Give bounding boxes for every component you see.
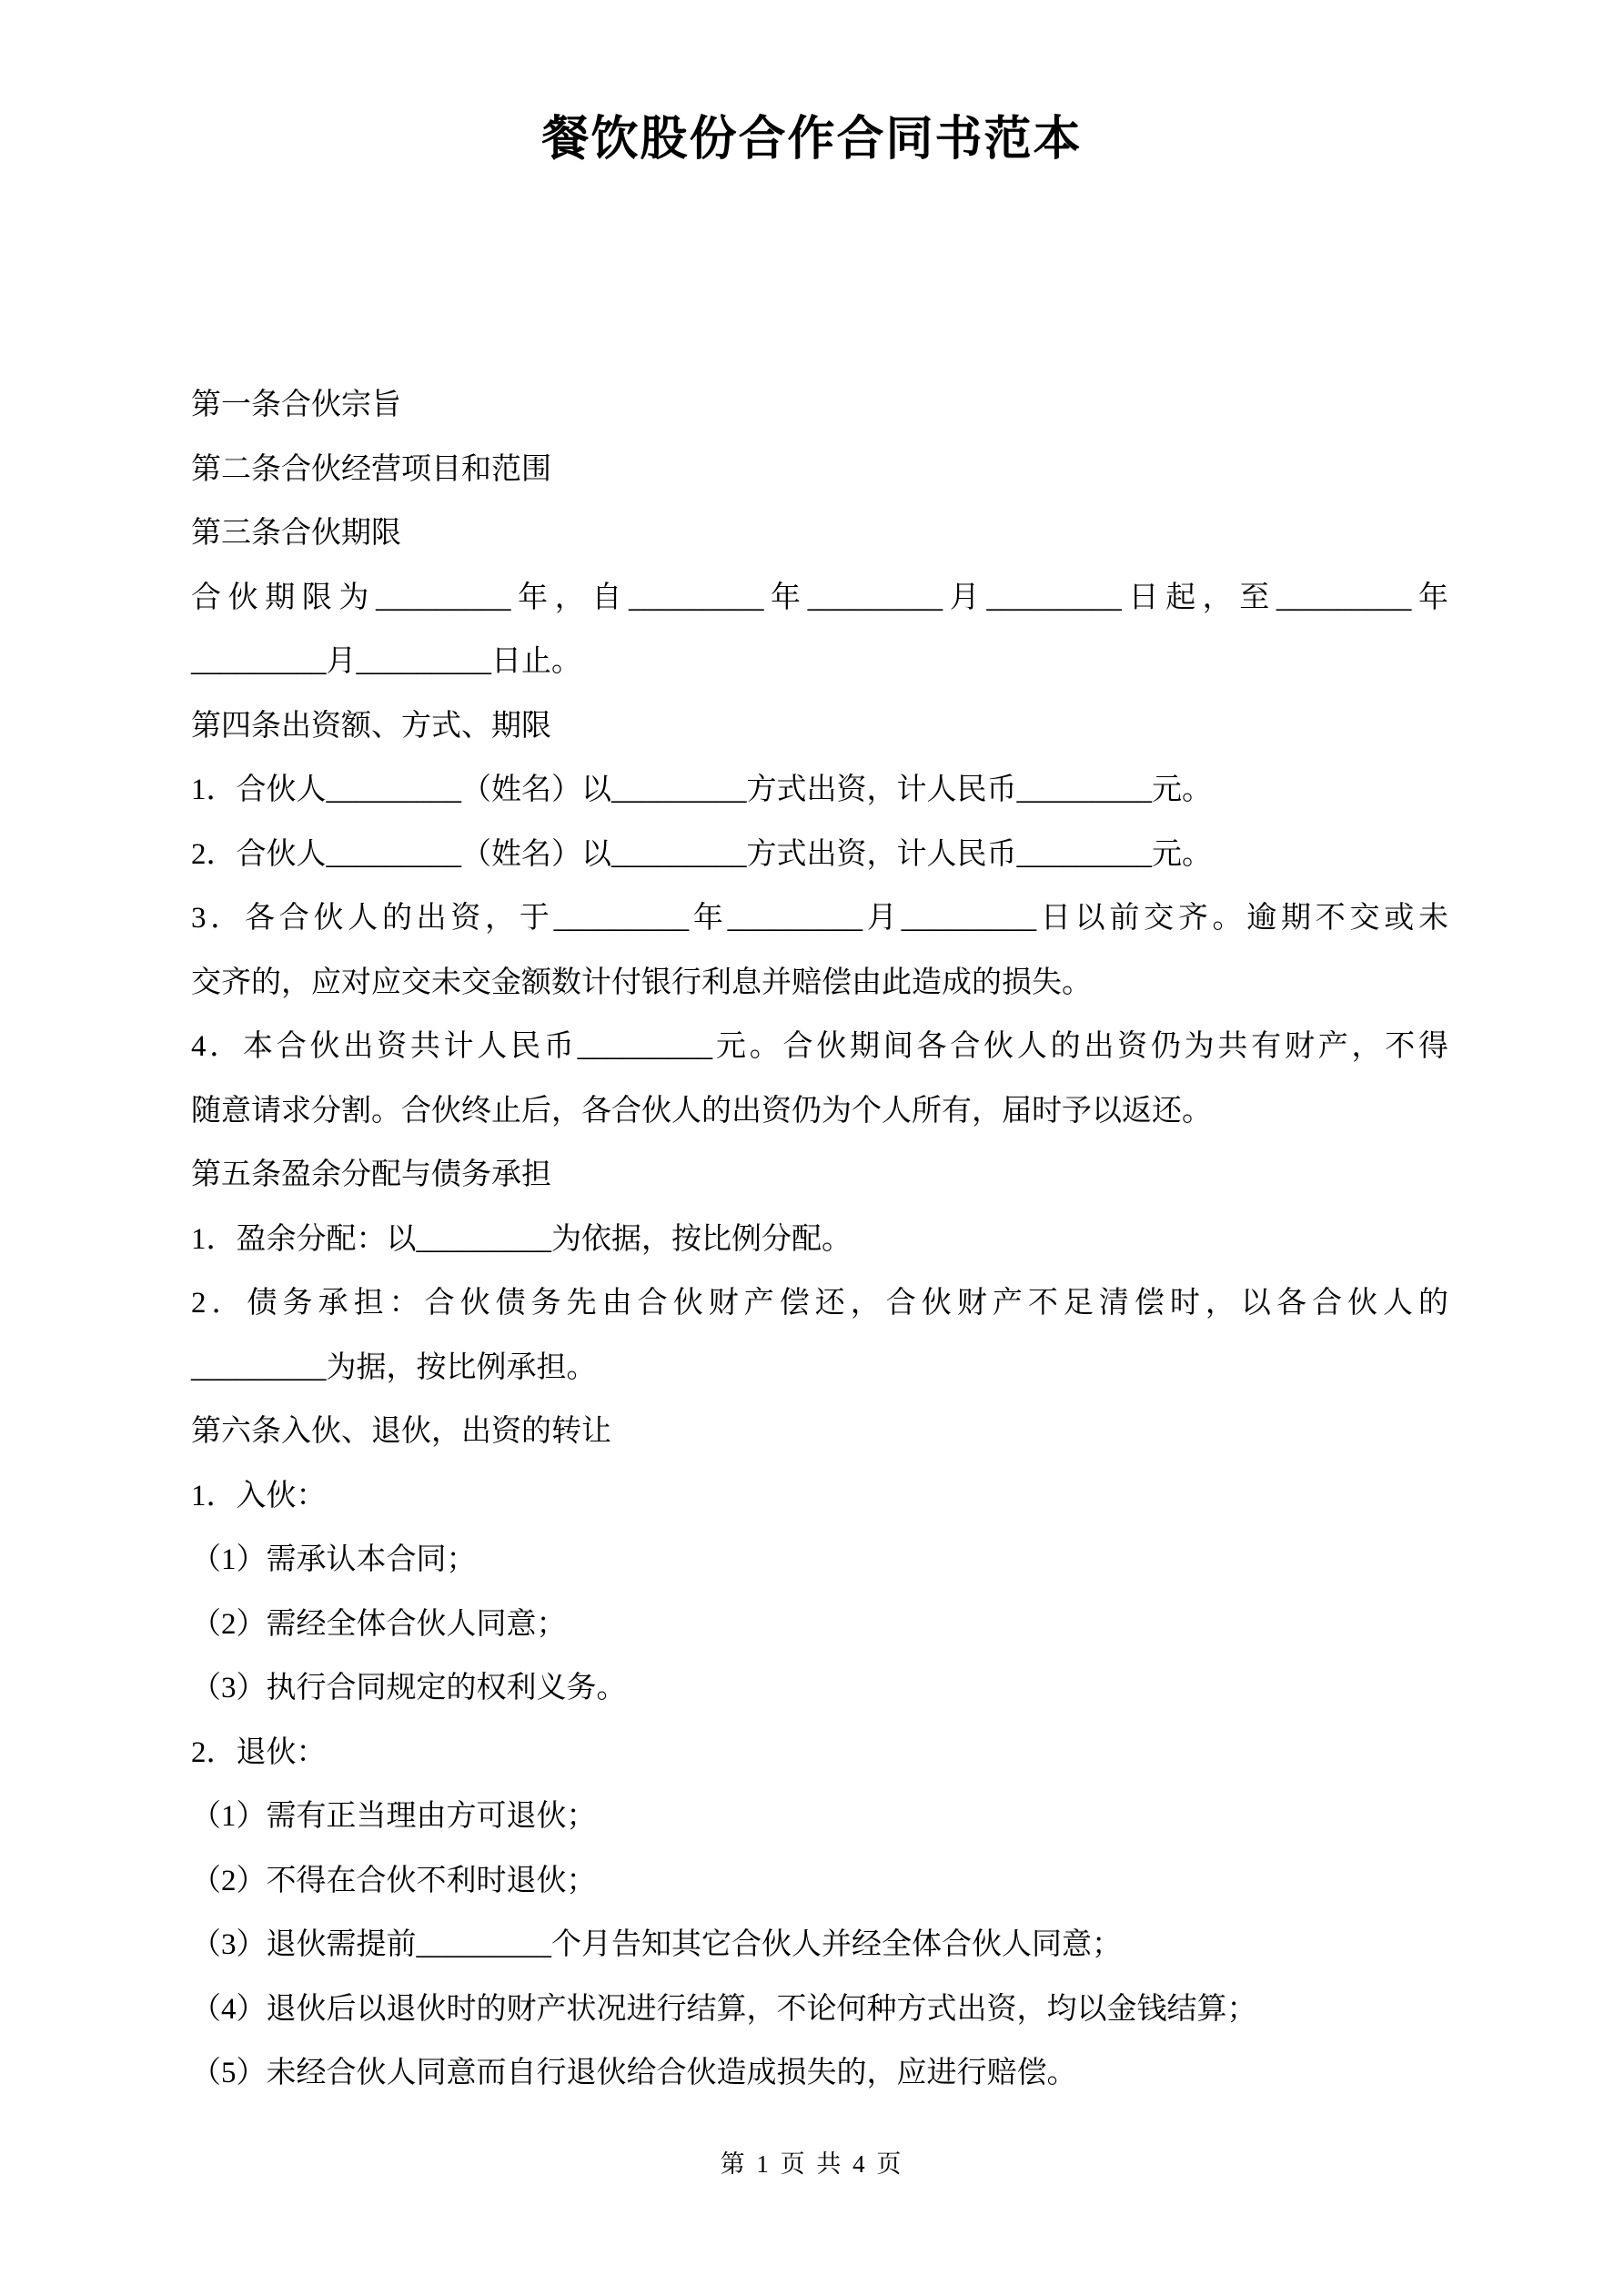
- join-item-2: （2）需经全体合伙人同意；: [191, 1607, 567, 1641]
- debt-item-line-1: 2．债务承担：合伙债务先由合伙财产偿还，合伙财产不足清偿时，以各合伙人的: [191, 1287, 1448, 1320]
- withdraw-item-1: （1）需有正当理由方可退伙；: [191, 1800, 597, 1833]
- document-title: 餐饮股份合作合同书范本: [541, 114, 1083, 166]
- join-item-1: （1）需承认本合同；: [191, 1543, 477, 1576]
- withdraw-heading: 2．退伙：: [191, 1735, 327, 1769]
- withdraw-item-2: （2）不得在合伙不利时退伙；: [191, 1864, 597, 1897]
- clause-4-heading: 第四条出资额、方式、期限: [191, 709, 551, 743]
- profit-item-1: 1．盈余分配：以_________为依据，按比例分配。: [191, 1222, 852, 1256]
- contribution-item-3-line-1: 3．各合伙人的出资，于_________年_________月_________日以前交齐。逾期不交或未: [191, 902, 1448, 935]
- withdraw-item-4: （4）退伙后以退伙时的财产状况进行结算，不论何种方式出资，均以金钱结算；: [191, 1992, 1257, 2026]
- term-line-2: _________月_________日止。: [191, 645, 581, 678]
- contribution-item-2: 2．合伙人_________（姓名）以_________方式出资，计人民币_________元。: [191, 837, 1212, 871]
- join-item-3: （3）执行合同规定的权利义务。: [191, 1672, 627, 1704]
- withdraw-item-3: （3）退伙需提前_________个月告知其它合伙人并经全体合伙人同意；: [191, 1928, 1122, 1961]
- join-heading: 1．入伙：: [191, 1479, 327, 1512]
- clause-2-heading: 第二条合伙经营项目和范围: [191, 452, 551, 486]
- contribution-item-3-line-2: 交齐的，应对应交未交金额数计付银行利息并赔偿由此造成的损失。: [191, 966, 1092, 999]
- clause-1-heading: 第一条合伙宗旨: [191, 389, 401, 421]
- clause-5-heading: 第五条盈余分配与债务承担: [191, 1158, 551, 1191]
- clause-3-heading: 第三条合伙期限: [191, 517, 401, 550]
- withdraw-item-5: （5）未经合伙人同意而自行退伙给合伙造成损失的，应进行赔偿。: [191, 2057, 1077, 2089]
- debt-item-line-2: _________为据，按比例承担。: [191, 1350, 597, 1384]
- term-line-1: 合伙期限为_________年，自_________年_________月_________日起，至_________年: [191, 581, 1448, 614]
- contribution-item-4-line-2: 随意请求分割。合伙终止后，各合伙人的出资仍为个人所有，届时予以返还。: [191, 1094, 1212, 1128]
- clause-6-heading: 第六条入伙、退伙，出资的转让: [191, 1415, 611, 1448]
- contribution-item-4-line-1: 4．本合伙出资共计人民币_________元。合伙期间各合伙人的出资仍为共有财产，不得: [191, 1030, 1448, 1063]
- document-body: [191, 373, 1448, 2106]
- contribution-item-1: 1．合伙人_________（姓名）以_________方式出资，计人民币_________元。: [191, 774, 1212, 806]
- page-number-footer: 第 1 页 共 4 页: [720, 2150, 904, 2178]
